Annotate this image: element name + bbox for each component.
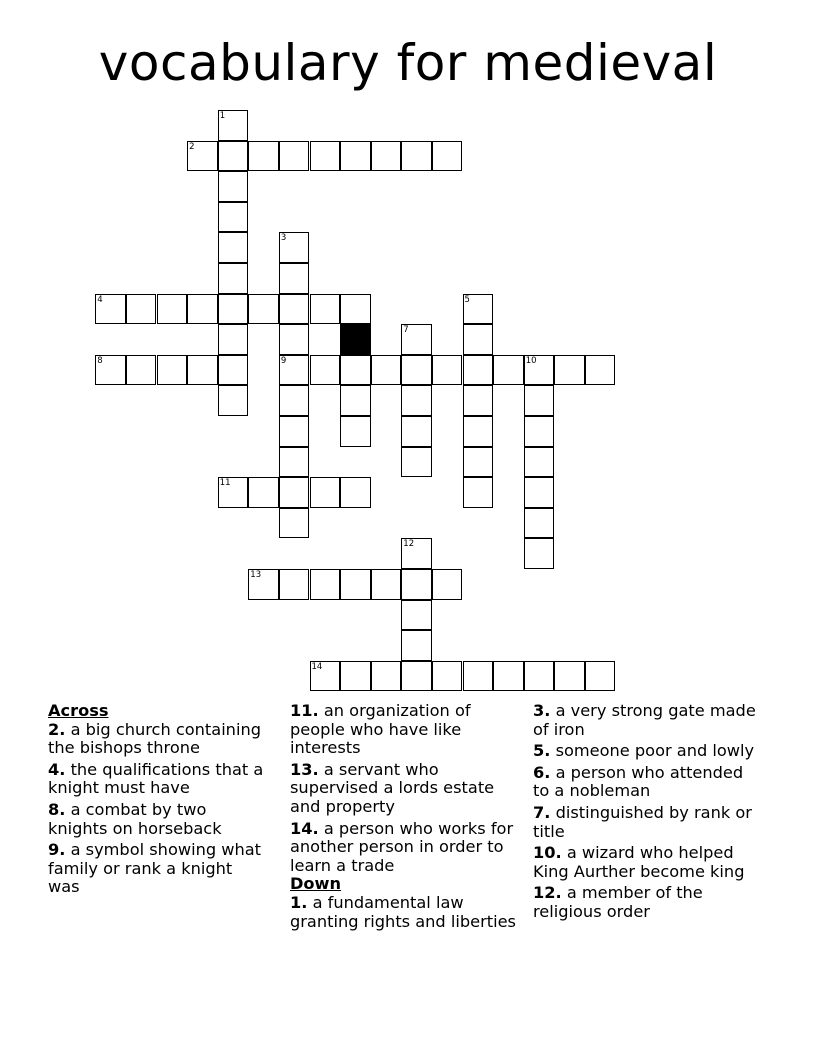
clue-text: a member of the religious order: [533, 883, 703, 921]
clue-text: the qualifications that a knight must have: [48, 759, 264, 798]
clue-column-2: [290, 702, 526, 934]
clue-number: 5.: [533, 741, 551, 761]
grid-cell[interactable]: [279, 294, 310, 325]
grid-cell[interactable]: [279, 141, 310, 172]
grid-cell[interactable]: [432, 569, 463, 600]
cell-number: 2: [189, 141, 195, 152]
grid-cell[interactable]: [524, 661, 555, 692]
grid-cell[interactable]: [371, 141, 402, 172]
clue-number: 3.: [533, 701, 551, 720]
grid-cell[interactable]: [554, 661, 585, 692]
clue-across-9: [48, 841, 268, 897]
grid-cell[interactable]: [401, 324, 432, 355]
grid-cell[interactable]: [218, 355, 249, 386]
grid-cell[interactable]: [279, 477, 310, 508]
grid-cell[interactable]: [218, 110, 249, 141]
grid-cell[interactable]: [493, 355, 524, 386]
clue-column-1: [48, 702, 268, 900]
grid-cell[interactable]: [524, 447, 555, 478]
clue-number: 8.: [48, 799, 66, 819]
cell-number: 14: [311, 661, 323, 672]
grid-cell[interactable]: [585, 661, 616, 692]
clue-text: a servant who supervised a lords estate and property: [290, 759, 495, 816]
grid-cell[interactable]: [340, 355, 371, 386]
grid-cell[interactable]: [279, 569, 310, 600]
grid-cell[interactable]: [218, 294, 249, 325]
clue-text: distinguished by rank or title: [533, 802, 752, 841]
grid-cell[interactable]: [371, 569, 402, 600]
clue-number: 14.: [290, 818, 319, 838]
grid-cell[interactable]: [340, 661, 371, 692]
clue-down-3: [533, 702, 763, 739]
grid-cell[interactable]: [218, 263, 249, 294]
grid-cell[interactable]: [340, 141, 371, 172]
grid-cell[interactable]: [248, 141, 279, 172]
grid-cell[interactable]: [218, 232, 249, 263]
grid-cell[interactable]: [248, 294, 279, 325]
grid-cell[interactable]: [310, 141, 341, 172]
across-heading: Across: [48, 701, 109, 720]
cell-number: 3: [280, 233, 287, 244]
clue-text: a symbol showing what family or rank a knight was: [48, 840, 262, 897]
clue-text: a fundamental law granting rights and liberties: [290, 892, 516, 931]
grid-cell[interactable]: [279, 324, 310, 355]
clue-across-14: [290, 820, 526, 876]
grid-cell[interactable]: [157, 355, 188, 386]
grid-cell[interactable]: [95, 294, 126, 325]
grid-cell[interactable]: [248, 477, 279, 508]
clue-number: 4.: [48, 759, 66, 779]
grid-cell[interactable]: [463, 477, 494, 508]
clue-number: 10.: [533, 843, 562, 863]
grid-cell[interactable]: [524, 385, 555, 416]
grid-cell[interactable]: [310, 477, 341, 508]
clue-down-5: [533, 742, 763, 761]
clue-down-7: [533, 804, 763, 841]
grid-cell[interactable]: [401, 661, 432, 692]
grid-cell[interactable]: [340, 416, 371, 447]
clue-number: 9.: [48, 840, 66, 860]
cell-number: 7: [403, 325, 409, 336]
grid-cell[interactable]: [340, 477, 371, 508]
clue-across-2: [48, 721, 268, 758]
cell-number: 5: [464, 294, 470, 305]
grid-cell[interactable]: [585, 355, 616, 386]
grid-cell[interactable]: [187, 355, 218, 386]
clue-text: a person who works for another person in order to learn a trade: [290, 818, 514, 875]
down-heading: Down: [290, 874, 342, 894]
clue-text: an organization of people who have like interests: [290, 701, 471, 758]
grid-cell[interactable]: [371, 355, 402, 386]
clue-text: someone poor and lowly: [555, 741, 755, 761]
grid-cell[interactable]: [432, 141, 463, 172]
grid-cell[interactable]: [463, 447, 494, 478]
clue-across-13: [290, 761, 526, 817]
grid-cell[interactable]: [554, 355, 585, 386]
clue-number: 2.: [48, 719, 66, 739]
grid-cell[interactable]: [371, 661, 402, 692]
grid-cell[interactable]: [463, 416, 494, 447]
grid-cell[interactable]: [218, 141, 249, 172]
grid-cell[interactable]: [524, 477, 555, 508]
clue-across-4: [48, 761, 268, 798]
cell-number: 10: [525, 355, 537, 366]
grid-cell[interactable]: [463, 294, 494, 325]
clue-text: a big church containing the bishops throne: [48, 719, 261, 758]
grid-cell[interactable]: [524, 416, 555, 447]
grid-cell[interactable]: [401, 416, 432, 447]
grid-cell[interactable]: [432, 661, 463, 692]
grid-cell[interactable]: [401, 385, 432, 416]
grid-cell[interactable]: [279, 508, 310, 539]
clue-across-11: [290, 702, 526, 758]
grid-cell[interactable]: [401, 355, 432, 386]
grid-cell[interactable]: [524, 538, 555, 569]
grid-cell[interactable]: [279, 263, 310, 294]
clue-down-1: [290, 894, 526, 931]
grid-cell[interactable]: [279, 232, 310, 263]
grid-cell[interactable]: [340, 385, 371, 416]
grid-cell[interactable]: [463, 385, 494, 416]
clue-number: 13.: [290, 759, 319, 779]
grid-cell[interactable]: [463, 324, 494, 355]
cell-number: 8: [97, 355, 103, 366]
grid-black-square: [340, 324, 371, 355]
grid-cell[interactable]: [218, 477, 249, 508]
clue-text: a wizard who helped King Aurther become king: [533, 843, 745, 881]
grid-cell[interactable]: [401, 569, 432, 600]
grid-cell[interactable]: [187, 294, 218, 325]
grid-cell[interactable]: [126, 355, 157, 386]
grid-cell[interactable]: [218, 202, 249, 233]
cell-number: 13: [250, 570, 262, 580]
grid-cell[interactable]: [218, 324, 249, 355]
clue-down-10: [533, 844, 763, 881]
grid-cell[interactable]: [248, 569, 279, 600]
clue-down-12: [533, 884, 763, 921]
cell-number: 1: [219, 111, 226, 121]
grid-cell[interactable]: [279, 355, 310, 386]
grid-cell[interactable]: [340, 294, 371, 325]
grid-cell[interactable]: [187, 141, 218, 172]
clue-column-3: [533, 702, 763, 925]
grid-cell[interactable]: [218, 171, 249, 202]
grid-cell[interactable]: [524, 355, 555, 386]
grid-cell[interactable]: [279, 416, 310, 447]
grid-cell[interactable]: [310, 294, 341, 325]
grid-cell[interactable]: [401, 600, 432, 631]
grid-cell[interactable]: [401, 447, 432, 478]
grid-cell[interactable]: [524, 508, 555, 539]
grid-cell[interactable]: [310, 355, 341, 386]
grid-cell[interactable]: [95, 355, 126, 386]
clue-across-8: [48, 801, 268, 838]
clue-text: a person who attended to a nobleman: [533, 762, 744, 801]
grid-cell[interactable]: [126, 294, 157, 325]
clue-number: 11.: [290, 701, 319, 720]
grid-cell[interactable]: [310, 661, 341, 692]
grid-cell[interactable]: [279, 385, 310, 416]
cell-number: 4: [97, 294, 103, 305]
grid-cell[interactable]: [401, 141, 432, 172]
grid-cell[interactable]: [310, 569, 341, 600]
clue-text: a combat by two knights on horseback: [48, 799, 222, 838]
grid-cell[interactable]: [401, 630, 432, 661]
page-title: vocabulary for medieval: [98, 34, 718, 92]
clue-number: 1.: [290, 892, 308, 912]
cell-number: 12: [403, 539, 415, 550]
grid-cell[interactable]: [157, 294, 188, 325]
cell-number: 11: [219, 478, 231, 489]
grid-cell[interactable]: [218, 385, 249, 416]
grid-cell[interactable]: [493, 661, 524, 692]
grid-cell[interactable]: [401, 538, 432, 569]
grid-cell[interactable]: [340, 569, 371, 600]
clue-number: 7.: [533, 802, 551, 822]
grid-cell[interactable]: [279, 447, 310, 478]
clue-text: a very strong gate made of iron: [533, 701, 756, 739]
clue-number: 6.: [533, 762, 551, 782]
clue-number: 12.: [533, 883, 562, 903]
grid-cell[interactable]: [463, 661, 494, 692]
clue-down-6: [533, 764, 763, 801]
grid-cell[interactable]: [463, 355, 494, 386]
cell-number: 9: [280, 355, 287, 366]
grid-cell[interactable]: [432, 355, 463, 386]
